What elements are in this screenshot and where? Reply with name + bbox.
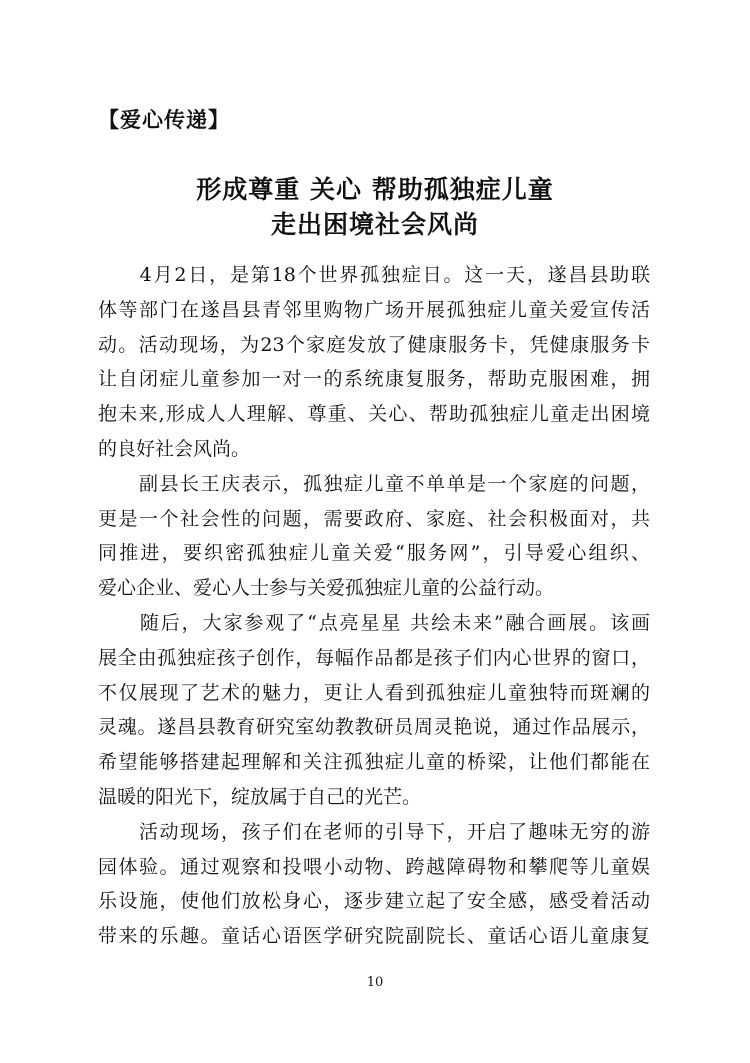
text-line: 的良好社会风尚。 [98, 437, 251, 460]
text-line: 让自闭症儿童参加一对一的系统康复服务，帮助克服困难，拥 [98, 368, 650, 391]
text-line: 不仅展现了艺术的魅力，更让人看到孤独症儿童独特而斑斓的 [98, 681, 650, 704]
text-line: 灵魂。遂昌县教育研究室幼教教研员周灵艳说，通过作品展示， [98, 716, 650, 739]
text-line: 随后，大家参观了“点亮星星 共绘未来”融合画展。该画 [98, 611, 650, 634]
paragraph-1 [98, 258, 650, 467]
paragraph-4 [98, 815, 650, 954]
text-line: 4月2日，是第18个世界孤独症日。这一天，遂昌县助联 [98, 264, 650, 286]
page-number: 10 [366, 975, 384, 990]
text-line: 希望能够搭建起理解和关注孤独症儿童的桥梁，让他们都能在 [98, 751, 650, 774]
text-line: 更是一个社会性的问题，需要政府、家庭、社会积极面对，共 [98, 507, 650, 530]
article-title-line-1: 形成尊重 关心 帮助孤独症儿童 [196, 175, 554, 204]
text-line: 活动现场，孩子们在老师的引导下，开启了趣味无穷的游 [98, 820, 650, 843]
text-line: 带来的乐趣。童话心语医学研究院副院长、童话心语儿童康复 [98, 925, 650, 948]
article-title-line-2: 走出困境社会风尚 [270, 210, 479, 239]
text-line: 同推进，要织密孤独症儿童关爱“服务网”，引导爱心组织、 [98, 542, 650, 565]
text-line: 爱心企业、爱心人士参与关爱孤独症儿童的公益行动。 [98, 577, 555, 600]
text-line: 园体验。通过观察和投喂小动物、跨越障碍物和攀爬等儿童娱 [98, 855, 650, 878]
article-body [98, 258, 650, 954]
text-line: 副县长王庆表示，孤独症儿童不单单是一个家庭的问题， [98, 472, 650, 495]
text-line: 抱未来,形成人人理解、尊重、关心、帮助孤独症儿童走出困境 [98, 403, 650, 426]
paragraph-3 [98, 606, 650, 815]
text-line: 展全由孤独症孩子创作，每幅作品都是孩子们内心世界的窗口， [98, 646, 650, 669]
text-line: 乐设施，使他们放松身心，逐步建立起了安全感，感受着活动 [98, 890, 650, 913]
section-tag: 【爱心传递】 [98, 108, 230, 132]
text-line: 动。活动现场，为23个家庭发放了健康服务卡，凭健康服务卡 [98, 333, 650, 356]
text-line: 温暖的阳光下，绽放属于自己的光芒。 [98, 785, 422, 808]
paragraph-2 [98, 467, 650, 606]
text-line: 体等部门在遂昌县青邻里购物广场开展孤独症儿童关爱宣传活 [98, 298, 650, 321]
